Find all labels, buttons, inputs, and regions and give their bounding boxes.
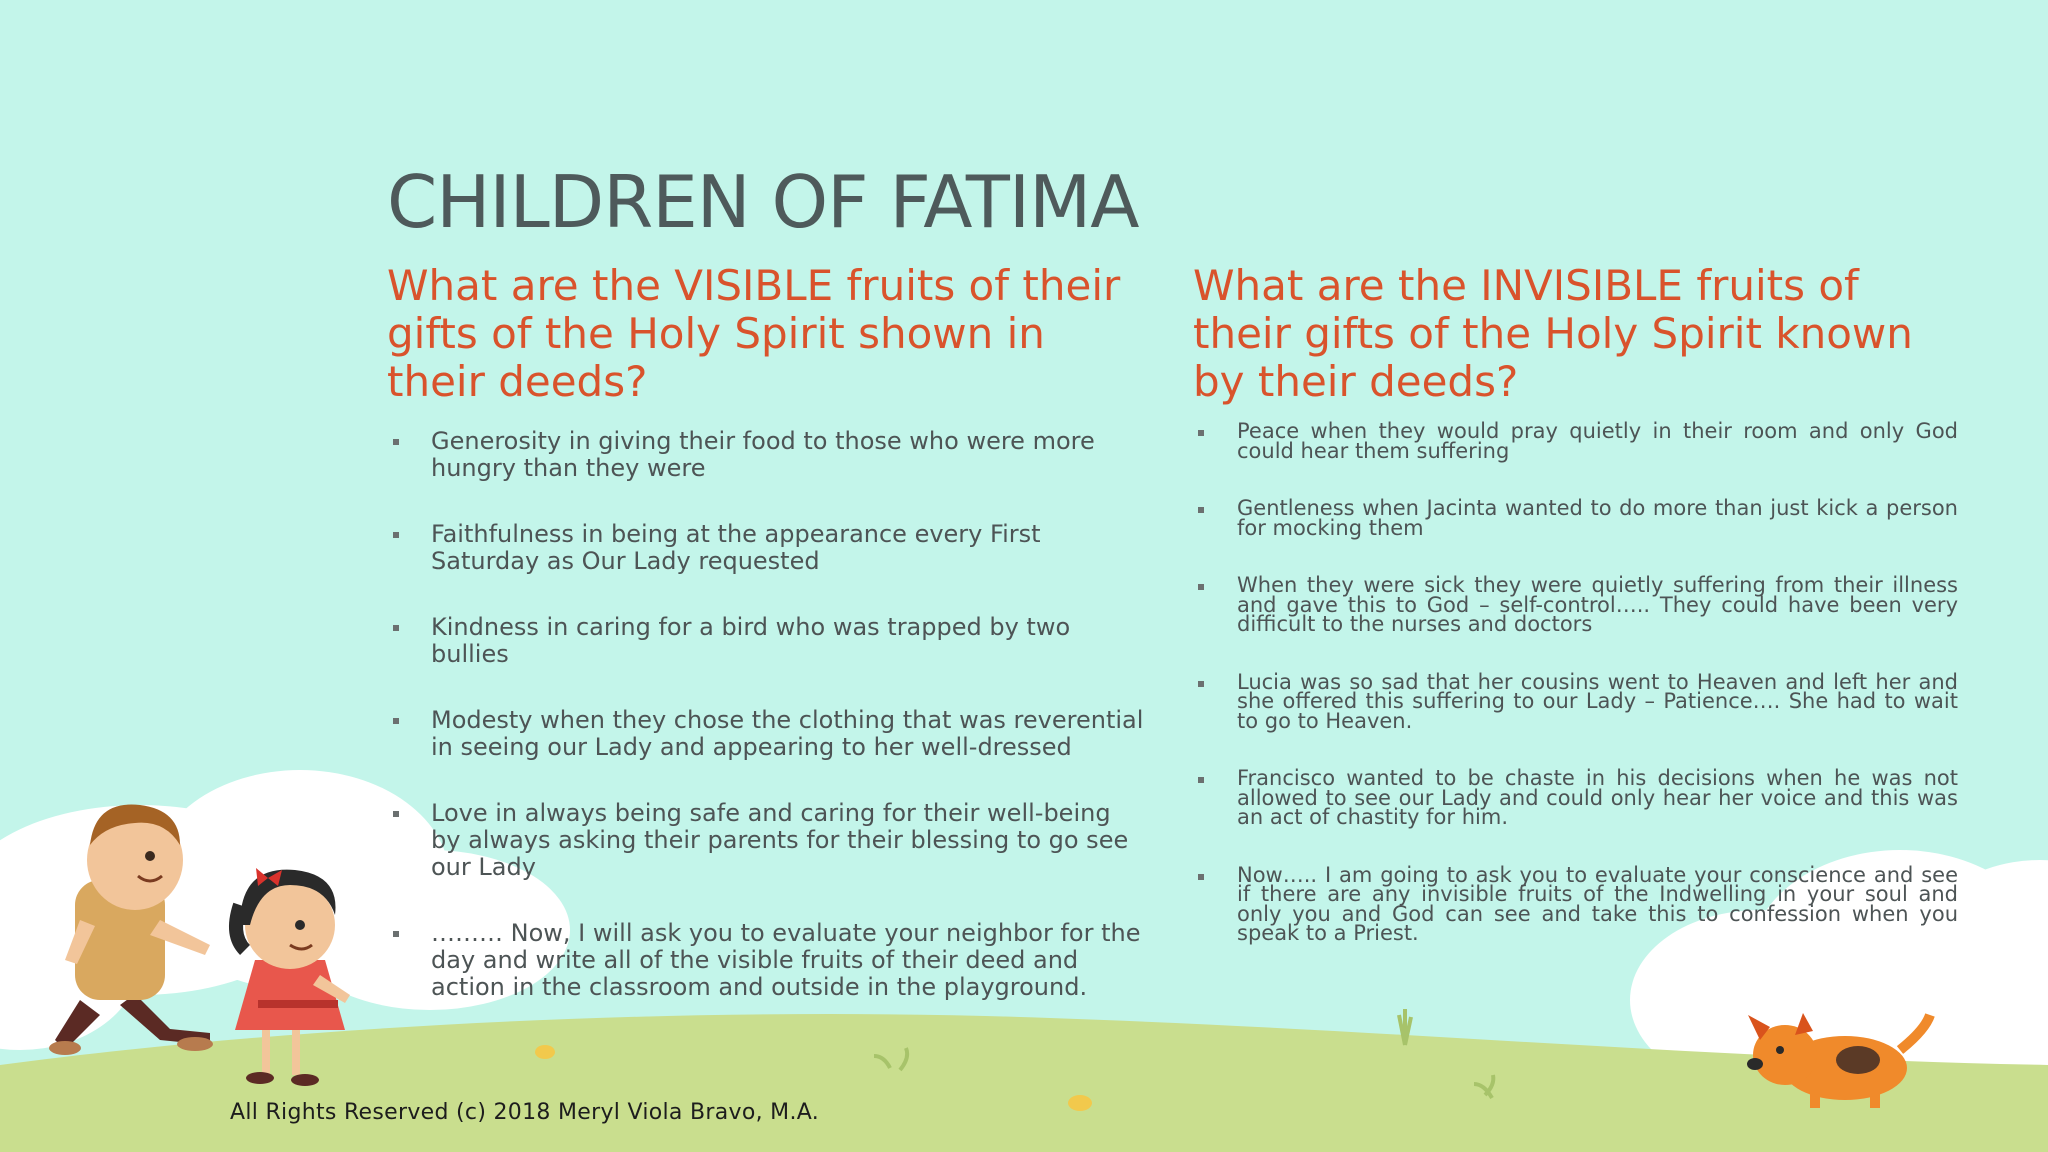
slide-title: CHILDREN OF FATIMA bbox=[387, 160, 1139, 244]
visible-fruits-list bbox=[387, 428, 1147, 1001]
list-item: Francisco wanted to be chaste in his decisions when he was not allowed to see our Lady and could only hear her voice and this was an act of chastity for him. bbox=[1191, 769, 1958, 828]
list-item: Modesty when they chose the clothing that was reverential in seeing our Lady and appearing to her well-dressed bbox=[385, 707, 1147, 761]
invisible-fruits-column bbox=[1193, 262, 1958, 982]
copyright-footer: All Rights Reserved (c) 2018 Meryl Viola Bravo, M.A. bbox=[230, 1100, 820, 1125]
invisible-fruits-heading: What are the INVISIBLE fruits of their gifts of the Holy Spirit known by their deeds? bbox=[1193, 261, 1913, 406]
list-item: Gentleness when Jacinta wanted to do more than just kick a person for mocking them bbox=[1191, 499, 1958, 538]
list-item: Lucia was so sad that her cousins went to Heaven and left her and she offered this suffering to our Lady – Patience…. She had to wait to go to Heaven. bbox=[1191, 673, 1958, 732]
list-item: Love in always being safe and caring for their well-being by always asking their parents for their blessing to go see our Lady bbox=[385, 800, 1147, 881]
list-item: Generosity in giving their food to those who were more hungry than they were bbox=[385, 428, 1147, 482]
invisible-fruits-list bbox=[1193, 419, 1958, 945]
list-item: Faithfulness in being at the appearance every First Saturday as Our Lady requested bbox=[385, 521, 1147, 575]
list-item: Kindness in caring for a bird who was trapped by two bullies bbox=[385, 614, 1147, 668]
visible-fruits-heading: What are the VISIBLE fruits of their gifts of the Holy Spirit shown in their deeds? bbox=[387, 261, 1121, 406]
list-item: Peace when they would pray quietly in their room and only God could hear them suffering bbox=[1191, 422, 1958, 461]
list-item: When they were sick they were quietly suffering from their illness and gave this to God – self-control….. They could have been very difficult to the nurses and doctors bbox=[1191, 576, 1958, 635]
list-item: ……… Now, I will ask you to evaluate your neighbor for the day and write all of the visible fruits of their deed and action in the classroom and outside in the playground. bbox=[385, 920, 1147, 1001]
list-item: Now….. I am going to ask you to evaluate your conscience and see if there are any invisible fruits of the Indwelling in your soul and only you and God can see and take this to confession when you speak to a Priest. bbox=[1191, 866, 1958, 944]
visible-fruits-column bbox=[387, 262, 1147, 1040]
